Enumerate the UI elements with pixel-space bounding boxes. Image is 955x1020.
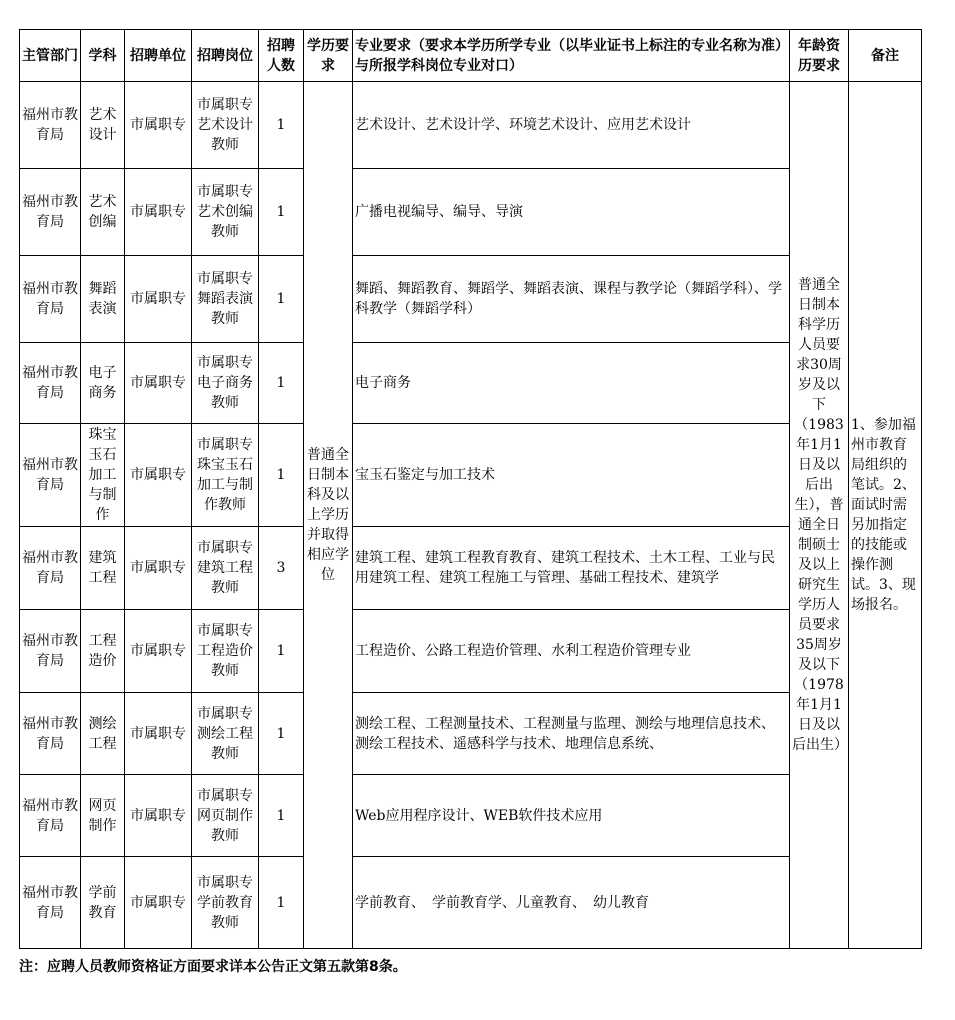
header-major: 专业要求（要求本学历所学专业（以毕业证书上标注的专业名称为准）与所报学科岗位专业对口） bbox=[353, 30, 790, 82]
cell-subject: 网页制作 bbox=[81, 775, 125, 857]
table-row bbox=[20, 169, 922, 256]
cell-unit: 市属职专 bbox=[125, 343, 192, 424]
cell-post: 市属职专电子商务教师 bbox=[192, 343, 259, 424]
cell-subject: 珠宝玉石加工与制作 bbox=[81, 424, 125, 527]
cell-post: 市属职专工程造价教师 bbox=[192, 610, 259, 693]
cell-remark-merged: 1、参加福州市教育局组织的笔试。2、面试时需另加指定的技能或操作测试。3、现场报名。 bbox=[849, 82, 922, 949]
cell-dept: 福州市教育局 bbox=[20, 424, 81, 527]
cell-unit: 市属职专 bbox=[125, 424, 192, 527]
cell-major: 建筑工程、建筑工程教育教育、建筑工程技术、土木工程、工业与民用建筑工程、建筑工程施工与管理、基础工程技术、建筑学 bbox=[353, 527, 790, 610]
cell-unit: 市属职专 bbox=[125, 857, 192, 949]
footnote: 注：应聘人员教师资格证方面要求详本公告正文第五款第8条。 bbox=[19, 959, 407, 975]
cell-major: 艺术设计、艺术设计学、环境艺术设计、应用艺术设计 bbox=[353, 82, 790, 169]
cell-subject: 建筑工程 bbox=[81, 527, 125, 610]
header-dept: 主管部门 bbox=[20, 30, 81, 82]
cell-dept: 福州市教育局 bbox=[20, 857, 81, 949]
cell-dept: 福州市教育局 bbox=[20, 169, 81, 256]
header-count: 招聘人数 bbox=[259, 30, 304, 82]
cell-major: 学前教育、 学前教育学、儿童教育、 幼儿教育 bbox=[353, 857, 790, 949]
cell-count: 1 bbox=[259, 857, 304, 949]
cell-major: 电子商务 bbox=[353, 343, 790, 424]
cell-post: 市属职专测绘工程教师 bbox=[192, 693, 259, 775]
cell-major: 广播电视编导、编导、导演 bbox=[353, 169, 790, 256]
cell-major: 宝玉石鉴定与加工技术 bbox=[353, 424, 790, 527]
cell-post: 市属职专艺术创编教师 bbox=[192, 169, 259, 256]
cell-subject: 测绘工程 bbox=[81, 693, 125, 775]
cell-unit: 市属职专 bbox=[125, 693, 192, 775]
cell-unit: 市属职专 bbox=[125, 610, 192, 693]
cell-dept: 福州市教育局 bbox=[20, 82, 81, 169]
header-remark: 备注 bbox=[849, 30, 922, 82]
cell-subject: 艺术创编 bbox=[81, 169, 125, 256]
cell-major: 舞蹈、舞蹈教育、舞蹈学、舞蹈表演、课程与教学论（舞蹈学科）、学科教学（舞蹈学科） bbox=[353, 256, 790, 343]
table-row bbox=[20, 775, 922, 857]
cell-count: 1 bbox=[259, 169, 304, 256]
cell-unit: 市属职专 bbox=[125, 82, 192, 169]
header-age: 年龄资历要求 bbox=[790, 30, 849, 82]
cell-major: 测绘工程、工程测量技术、工程测量与监理、测绘与地理信息技术、测绘工程技术、遥感科学与技术、地理信息系统、 bbox=[353, 693, 790, 775]
cell-post: 市属职专艺术设计教师 bbox=[192, 82, 259, 169]
cell-unit: 市属职专 bbox=[125, 169, 192, 256]
cell-major: 工程造价、公路工程造价管理、水利工程造价管理专业 bbox=[353, 610, 790, 693]
cell-dept: 福州市教育局 bbox=[20, 343, 81, 424]
table-row bbox=[20, 857, 922, 949]
cell-post: 市属职专建筑工程教师 bbox=[192, 527, 259, 610]
table-row bbox=[20, 693, 922, 775]
cell-subject: 电子商务 bbox=[81, 343, 125, 424]
table-row bbox=[20, 424, 922, 527]
cell-count: 1 bbox=[259, 610, 304, 693]
header-post: 招聘岗位 bbox=[192, 30, 259, 82]
table-row bbox=[20, 610, 922, 693]
cell-age-merged: 普通全日制本科学历人员要求30周岁及以下（1983年1月1日及以后出生），普通全日制硕士及以上研究生学历人员要求35周岁及以下（1978年1月1日及以后出生） bbox=[790, 82, 849, 949]
cell-count: 1 bbox=[259, 775, 304, 857]
table-row bbox=[20, 527, 922, 610]
cell-count: 1 bbox=[259, 424, 304, 527]
header-unit: 招聘单位 bbox=[125, 30, 192, 82]
cell-count: 1 bbox=[259, 693, 304, 775]
header-subject: 学科 bbox=[81, 30, 125, 82]
cell-count: 3 bbox=[259, 527, 304, 610]
cell-major: Web应用程序设计、WEB软件技术应用 bbox=[353, 775, 790, 857]
cell-subject: 艺术设计 bbox=[81, 82, 125, 169]
cell-post: 市属职专珠宝玉石加工与制作教师 bbox=[192, 424, 259, 527]
cell-dept: 福州市教育局 bbox=[20, 693, 81, 775]
cell-post: 市属职专舞蹈表演教师 bbox=[192, 256, 259, 343]
cell-edu-merged: 普通全日制本科及以上学历并取得相应学位 bbox=[304, 82, 353, 949]
cell-subject: 工程造价 bbox=[81, 610, 125, 693]
cell-unit: 市属职专 bbox=[125, 527, 192, 610]
cell-count: 1 bbox=[259, 82, 304, 169]
cell-subject: 学前教育 bbox=[81, 857, 125, 949]
cell-dept: 福州市教育局 bbox=[20, 775, 81, 857]
recruitment-table bbox=[19, 29, 922, 949]
header-row bbox=[20, 30, 922, 82]
cell-dept: 福州市教育局 bbox=[20, 610, 81, 693]
cell-dept: 福州市教育局 bbox=[20, 256, 81, 343]
cell-dept: 福州市教育局 bbox=[20, 527, 81, 610]
header-edu: 学历要求 bbox=[304, 30, 353, 82]
table-row bbox=[20, 343, 922, 424]
cell-post: 市属职专学前教育教师 bbox=[192, 857, 259, 949]
cell-count: 1 bbox=[259, 256, 304, 343]
table-row bbox=[20, 256, 922, 343]
table-row bbox=[20, 82, 922, 169]
cell-unit: 市属职专 bbox=[125, 775, 192, 857]
cell-post: 市属职专网页制作教师 bbox=[192, 775, 259, 857]
cell-unit: 市属职专 bbox=[125, 256, 192, 343]
cell-subject: 舞蹈表演 bbox=[81, 256, 125, 343]
cell-count: 1 bbox=[259, 343, 304, 424]
